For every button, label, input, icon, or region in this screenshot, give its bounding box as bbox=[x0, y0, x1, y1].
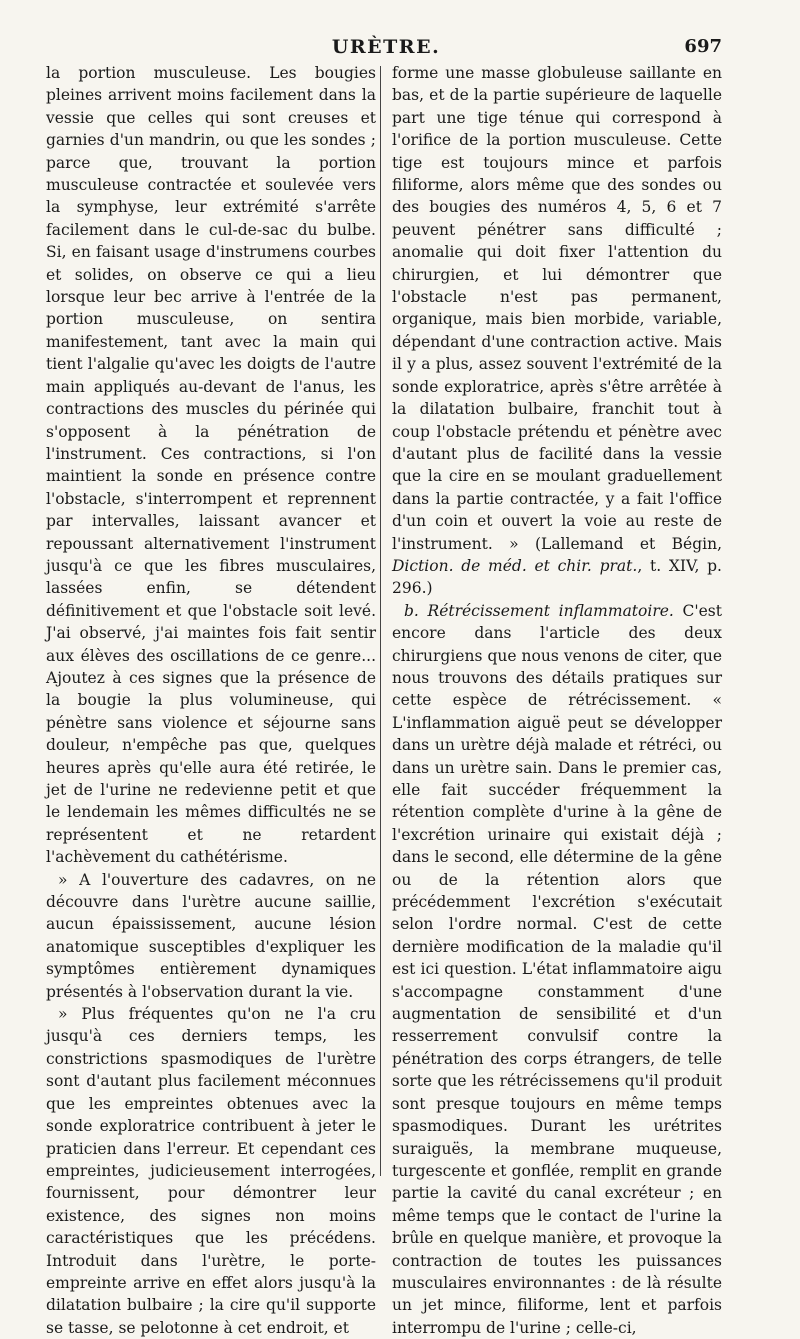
left-column bbox=[46, 62, 376, 1339]
left-paragraph-1: la portion musculeuse. Les bougies pleines arrivent moins facilement dans la vessie que celles qui sont creuses et garnies d'un mandrin, ou que les sondes ; parce que, trouvant la portion musculeuse contractée et soulevée vers la symphyse, leur extrémité s'arrête facilement dans le cul-de-sac du bulbe. Si, en faisant usage d'instrumens courbes et solides, on observe ce qui a lieu lorsque leur bec arrive à l'entrée de la portion musculeuse, on sentira manifestement, tant avec la main qui tient l'algalie qu'avec les doigts de l'autre main appliqués au-devant de l'anus, les contractions des muscles du périnée qui s'opposent à la pénétration de l'instrument. Ces contractions, si l'on maintient la sonde en présence contre l'obstacle, s'interrompent et reprennent par intervalles, laissant avancer et repoussant alternativement l'instrument jusqu'à ce que les fibres musculaires, lassées enfin, se détendent définitivement et que l'obstacle soit levé. J'ai observé, j'ai maintes fois fait sentir aux élèves des oscillations de ce genre... Ajoutez à ces signes que la présence de la bougie la plus volumineuse, qui pénètre sans violence et séjourne sans douleur, n'empêche pas que, quelques heures après qu'elle aura été retirée, le jet de l'urine ne redevienne petit et que le lendemain les mêmes difficultés ne se représentent et ne retardent l'achèvement du cathétérisme. bbox=[46, 64, 376, 867]
right-paragraph-1-text: forme une masse globuleuse saillante en bas, et de la partie supérieure de laquelle part une tige ténue qui correspond à l'orifice de la portion musculeuse. Cette tige est toujours mince et parfois filiforme, alors même que des sondes ou des bougies des numéros 4, 5, 6 et 7 peuvent pénétrer sans difficulté ; anomalie qui doit fixer l'attention du chirurgien, et lui démontrer que l'obstacle n'est pas permanent, organique, mais bien morbide, variable, dépendant d'une contraction active. Mais il y a plus, assez souvent l'extrémité de la sonde exploratrice, après s'être arrêtée à la dilatation bulbaire, franchit tout à coup l'obstacle prétendu et pénètre avec d'autant plus de facilité dans la vessie que la cire en se moulant graduellement dans la partie contractée, y a fait l'office d'un coin et ouvert la voie au reste de l'instrument. » (Lallemand et Bégin, bbox=[392, 64, 722, 553]
page-number: 697 bbox=[684, 36, 722, 57]
running-head: URÈTRE. bbox=[331, 36, 441, 58]
left-paragraph-3: » Plus fréquentes qu'on ne l'a cru jusqu'à ces derniers temps, les constrictions spasmodiques de l'urètre sont d'autant plus facilement méconnues que les empreintes obtenues avec la sonde exploratrice contribuent à jeter le praticien dans l'erreur. Et cependant ces empreintes, judicieusement interrogées, fournissent, pour démontrer leur existence, des signes non moins caractéristiques que les précédens. Introduit dans l'urètre, le porte-empreinte arrive en effet alors jusqu'à la dilatation bulbaire ; la cire qu'il supporte se tasse, se pelotonne à cet endroit, et bbox=[46, 1005, 376, 1337]
citation-reference: Diction. de méd. et chir. prat. bbox=[392, 556, 638, 575]
section-title: Rétrécissement inflammatoire. bbox=[427, 601, 674, 620]
section-label: b. bbox=[404, 601, 419, 620]
right-paragraph-1 bbox=[392, 62, 722, 600]
right-column bbox=[392, 62, 722, 1339]
section-inflammatory bbox=[392, 600, 722, 1339]
right-paragraph-2: C'est encore dans l'article des deux chirurgiens que nous venons de citer, que nous trouvons des détails pratiques sur cette espèce de rétrécissement. « L'inflammation aiguë peut se développer dans un urètre déjà malade et rétréci, ou dans un urètre sain. Dans le premier cas, elle fait succéder fréquemment la rétention complète d'urine à la gêne de l'excrétion urinaire qui existait déjà ; dans le second, elle détermine de la gêne ou de la rétention alors que précédemment l'excrétion s'exécutait selon l'ordre normal. C'est de cette dernière modification de la maladie qu'il est ici question. L'état inflammatoire aigu s'accompagne constamment d'une augmentation de sensibilité et d'un resserrement convulsif contre la pénétration des corps étrangers, de telle sorte que les rétrécissemens qu'il produit sont presque toujours en même temps spasmodiques. Durant les urétrites suraiguës, la membrane muqueuse, turgescente et gonflée, remplit en grande partie la cavité du canal excréteur ; en même temps que le contact de l'urine la brûle en quelque manière, et provoque la contraction de toutes les puissances musculaires environnantes : de là résulte un jet mince, filiforme, lent et parfois interrompu de l'urine ; celle-ci, bbox=[392, 601, 722, 1337]
left-paragraph-2: » A l'ouverture des cadavres, on ne découvre dans l'urètre aucune saillie, aucun épaississement, aucune lésion anatomique susceptibles d'expliquer les symptômes entièrement dynamiques présentés à l'observation durant la vie. bbox=[46, 870, 376, 1001]
column-divider bbox=[380, 66, 381, 1176]
citation-end: , t. XIV, p. 296.) bbox=[392, 556, 722, 598]
